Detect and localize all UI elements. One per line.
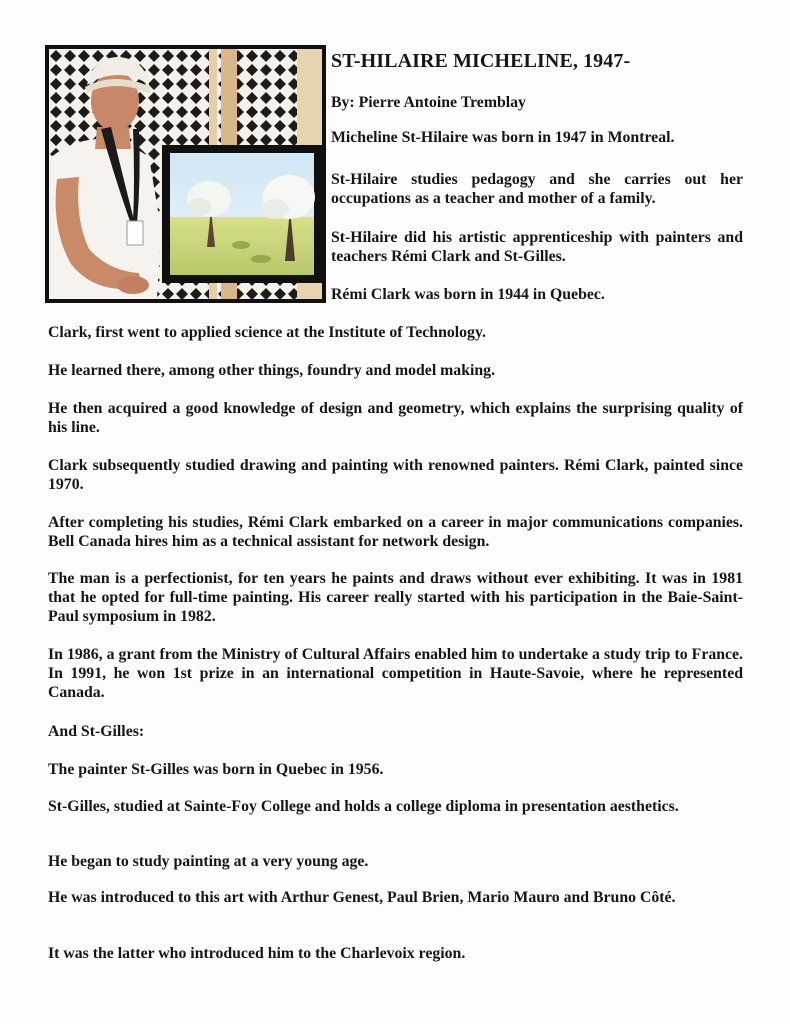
paragraph: St-Hilaire studies pedagogy and she carries out her occupations as a teacher and mother of a family. bbox=[331, 171, 743, 207]
paragraph: He began to study painting at a very young age. bbox=[48, 853, 369, 870]
paragraph: Rémi Clark was born in 1944 in Quebec. bbox=[331, 286, 605, 303]
byline: By: Pierre Antoine Tremblay bbox=[331, 94, 526, 111]
paragraph: After completing his studies, Rémi Clark embarked on a career in major communications companies. Bell Canada hires him as a technical assistant for network design. bbox=[48, 514, 743, 550]
paragraph: St-Hilaire did his artistic apprenticeship with painters and teachers Rémi Clark and St-Gilles. bbox=[331, 229, 743, 265]
paragraph: And St-Gilles: bbox=[48, 723, 145, 740]
paragraph: St-Gilles, studied at Sainte-Foy College and holds a college diploma in presentation aesthetics. bbox=[48, 798, 679, 815]
paragraph: He then acquired a good knowledge of design and geometry, which explains the surprising quality of his line. bbox=[48, 400, 743, 436]
article-title: ST-HILAIRE MICHELINE, 1947- bbox=[331, 50, 631, 72]
paragraph: Clark subsequently studied drawing and painting with renowned painters. Rémi Clark, painted since 1970. bbox=[48, 457, 743, 493]
paragraph: It was the latter who introduced him to the Charlevoix region. bbox=[48, 945, 466, 962]
paragraph: Clark, first went to applied science at the Institute of Technology. bbox=[48, 324, 486, 341]
artist-photo bbox=[45, 45, 326, 303]
paragraph: The man is a perfectionist, for ten years he paints and draws without ever exhibiting. It was in 1981 that he opted for full-time painting. His career really started with his participation in the Baie-Saint-Paul symposium in 1982. bbox=[48, 570, 743, 625]
paragraph: In 1986, a grant from the Ministry of Cultural Affairs enabled him to undertake a study trip to France. In 1991, he won 1st prize in an international competition in Haute-Savoie, where he represented Canada. bbox=[48, 646, 743, 701]
paragraph: Micheline St-Hilaire was born in 1947 in Montreal. bbox=[331, 129, 675, 146]
paragraph: He was introduced to this art with Arthur Genest, Paul Brien, Mario Mauro and Bruno Côté. bbox=[48, 889, 676, 906]
paragraph: He learned there, among other things, foundry and model making. bbox=[48, 362, 496, 379]
paragraph: The painter St-Gilles was born in Quebec in 1956. bbox=[48, 761, 384, 778]
